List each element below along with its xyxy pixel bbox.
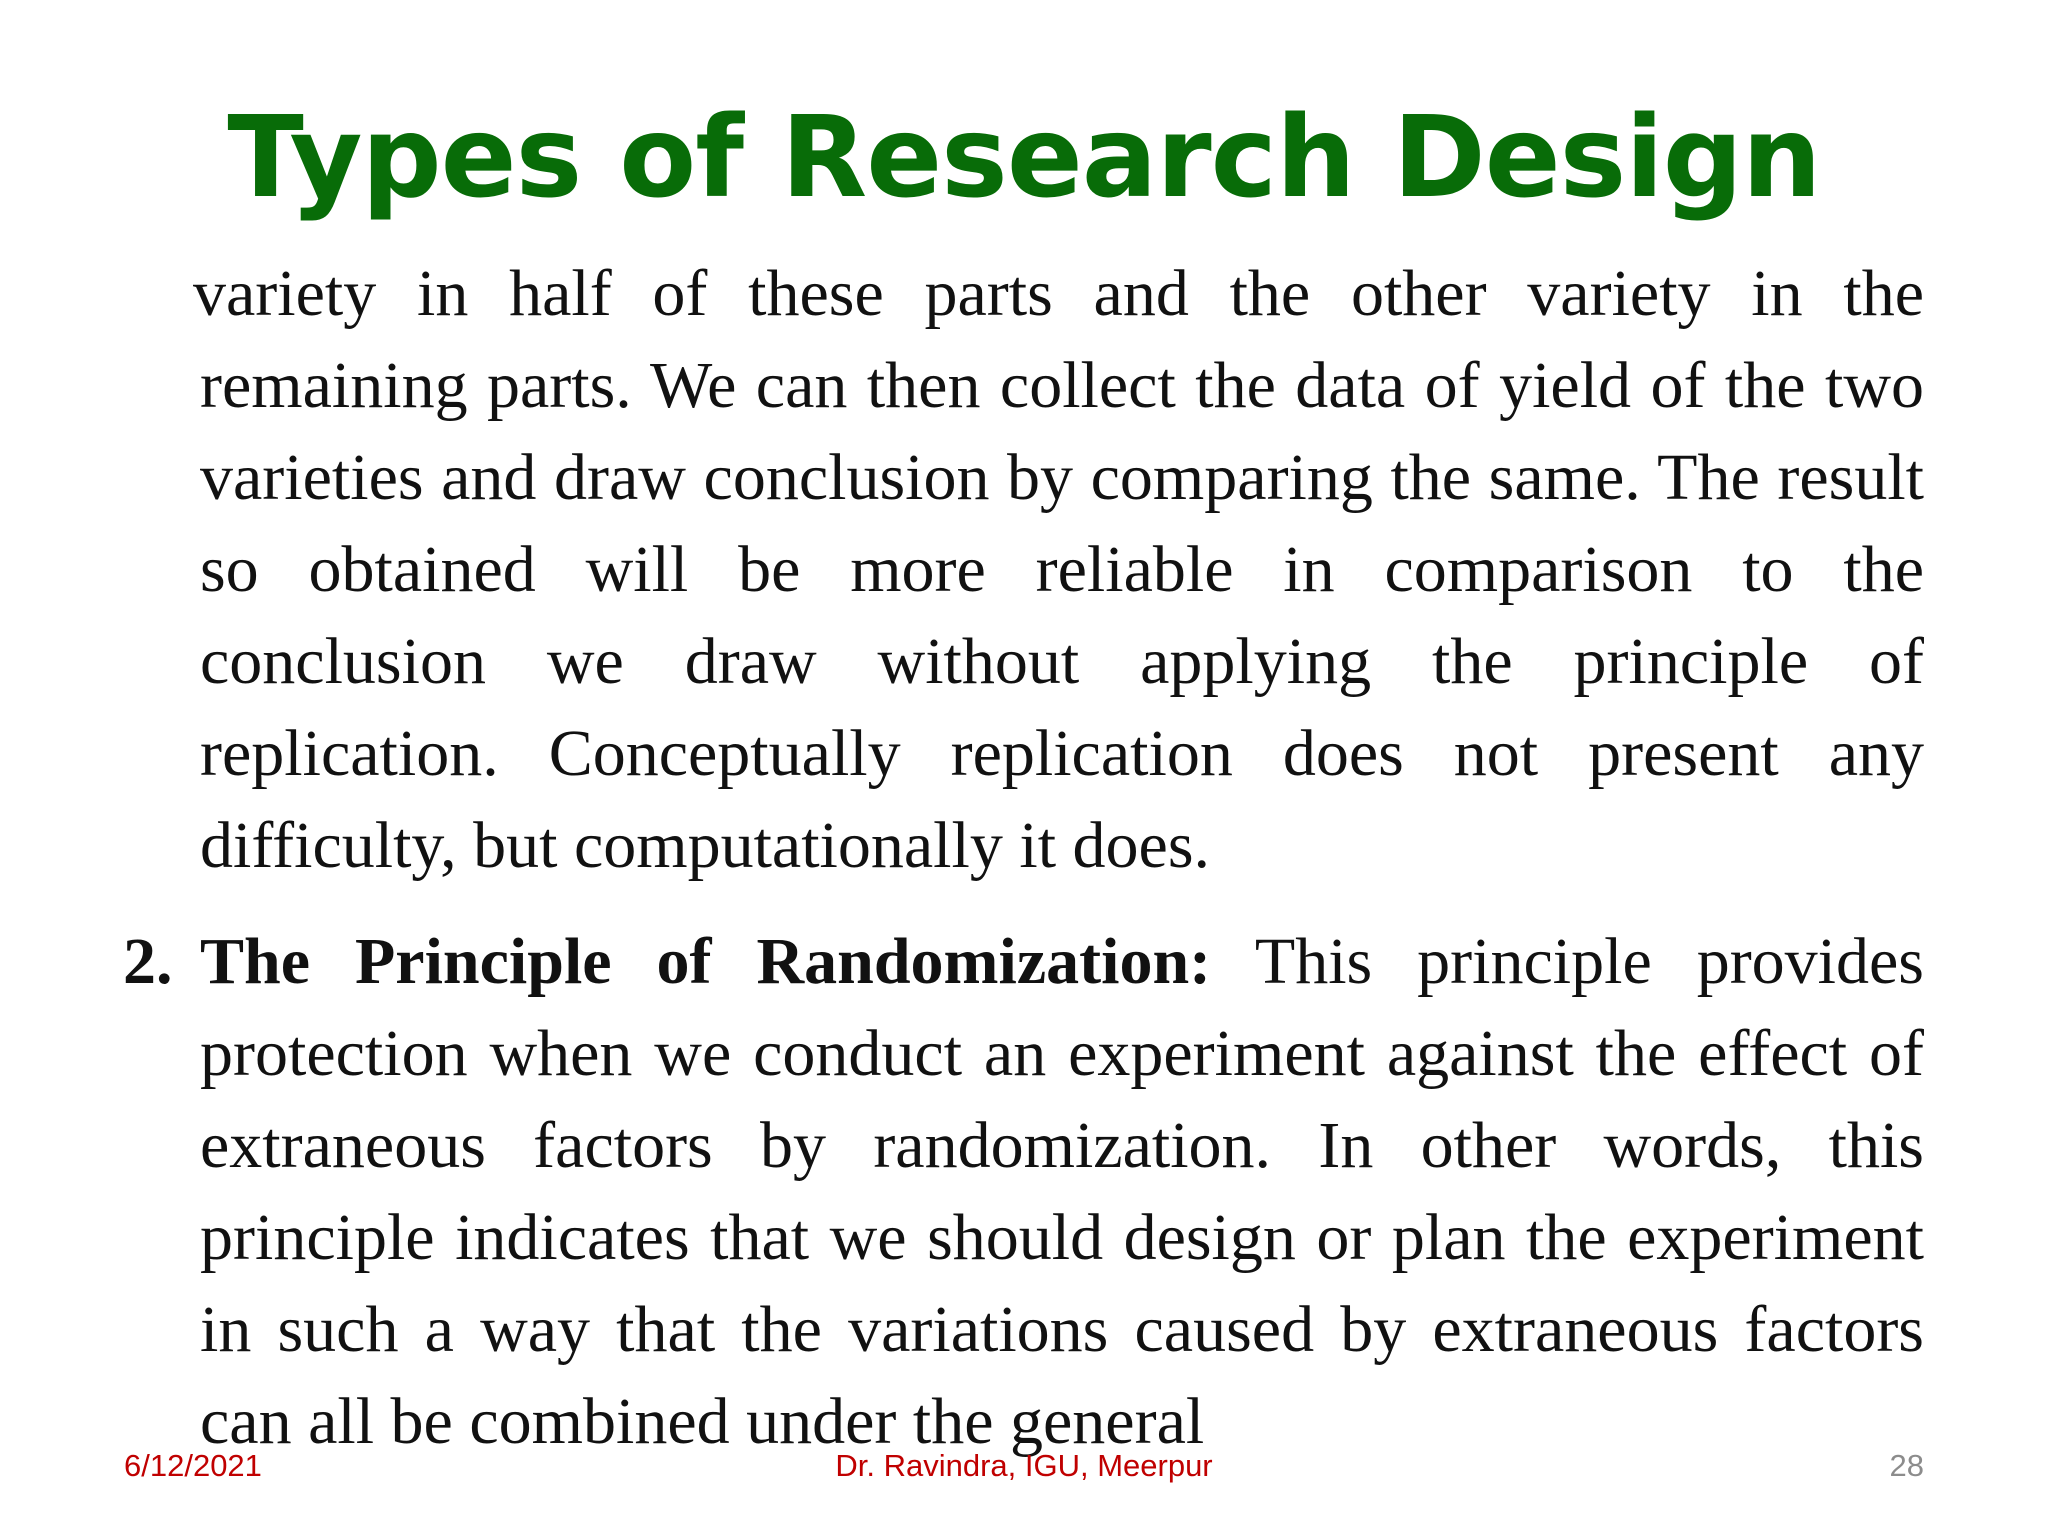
continued-paragraph: variety in half of these parts and the other variety in the remaining parts. We can then collect the data of yield of the two varieties and draw conclusion by comparing the same. The result so obtained will be more reliable in comparison to the conclusion we draw without applying the principle of replication. Conceptually replication does not present any difficulty, but computationally it does.: [193, 257, 1924, 882]
footer-author: Dr. Ravindra, IGU, Meerpur: [835, 1448, 1213, 1483]
list-item-heading: The Principle of Randomization:: [200, 925, 1212, 998]
footer-page-number: 28: [1889, 1448, 1924, 1483]
list-item-randomization: [0, 916, 2048, 1468]
slide-body: [0, 248, 2048, 1468]
list-item-text: This principle provides protection when we conduct an experiment against the effect of extraneous factors by randomization. In other words, this principle indicates that we should design or plan the experiment in such a way that the variations caused by extraneous factors can all be combined under the general: [200, 925, 1924, 1458]
footer-date: 6/12/2021: [124, 1448, 262, 1483]
list-item-number: 2.: [123, 925, 173, 998]
list-item-paragraph: [0, 916, 1924, 1468]
slide-title: Types of Research Design: [227, 93, 1821, 223]
